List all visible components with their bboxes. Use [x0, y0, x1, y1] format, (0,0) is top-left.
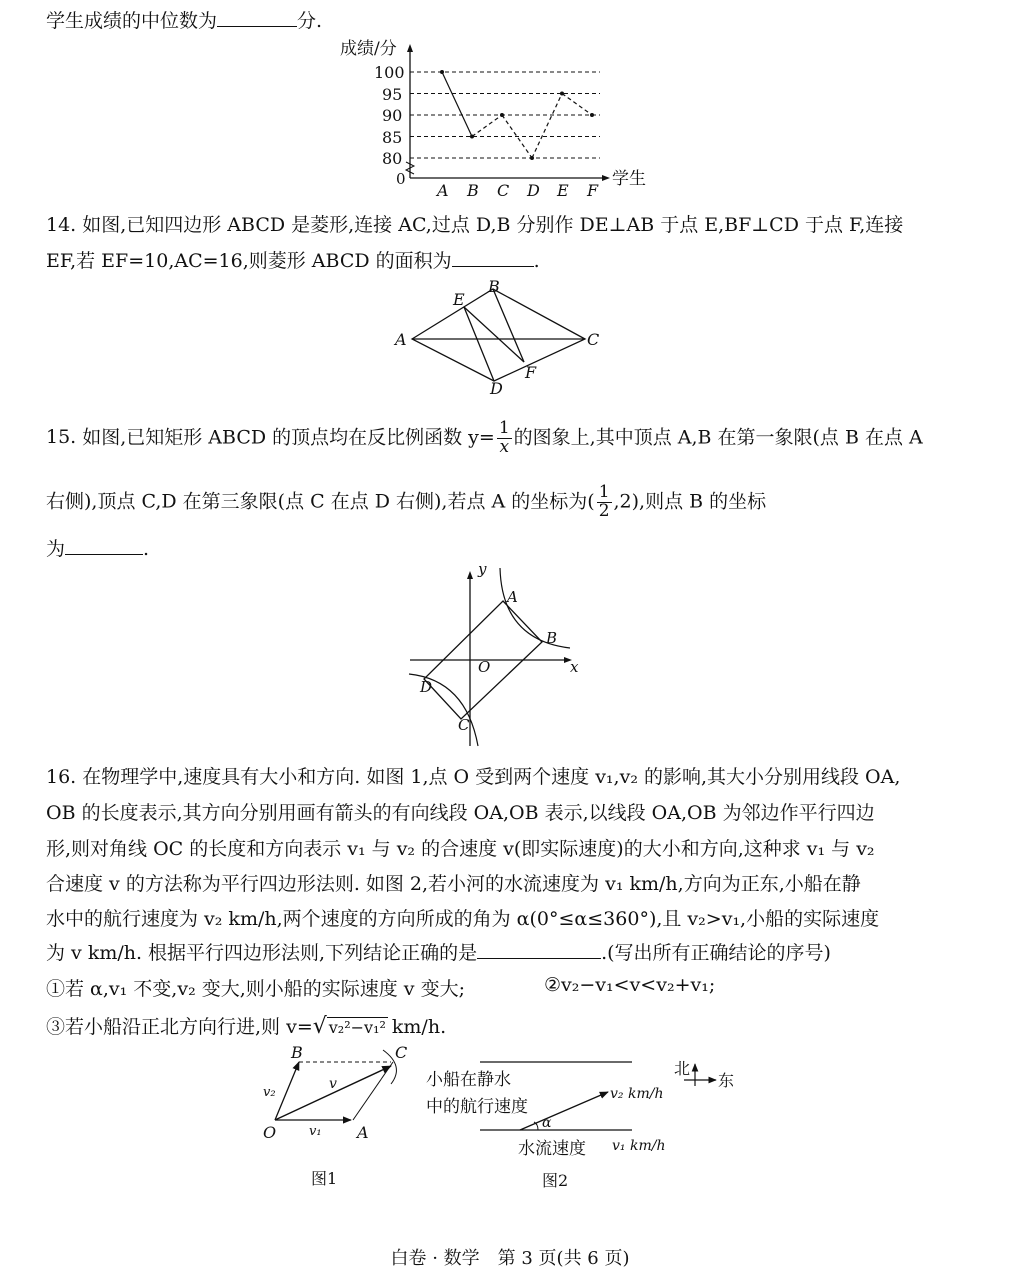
q14-text-1: 如图,已知四边形 ABCD 是菱形,连接 AC,过点 D,B 分别作 DE⊥AB 于点 E,BF⊥CD 于点 F,连接: [82, 214, 904, 236]
fig1-label-v: v: [329, 1076, 337, 1092]
q13-text: 学生成绩的中位数为: [46, 10, 218, 32]
fig1-label-v1: v₁: [309, 1124, 322, 1139]
coord-numerator: 1: [598, 482, 610, 502]
fig2-alpha: α: [542, 1115, 552, 1131]
compass-east: 东: [718, 1071, 735, 1090]
boat-velocity-vector: [520, 1092, 608, 1130]
sqrt-sign: √: [312, 1014, 327, 1039]
page-footer: 白卷 · 数学 第 3 页(共 6 页): [390, 1248, 630, 1269]
q16-option-1: [46, 974, 465, 1001]
q15-number: 15.: [46, 426, 77, 449]
q16-line2: [46, 798, 875, 825]
chart-y-axis-label: 成绩/分: [340, 39, 397, 59]
option-2-text: ②v₂−v₁<v<v₂+v₁;: [544, 974, 716, 996]
label-c: C: [587, 330, 600, 349]
y-axis-arrow: [467, 571, 473, 579]
label-f: F: [525, 363, 537, 382]
q15-text-2a: 右侧),顶点 C,D 在第三象限(点 C 在点 D 右侧),若点 A 的坐标为(: [46, 490, 595, 513]
series-segment-5: [562, 94, 592, 116]
chart-origin: 0: [396, 170, 406, 188]
fig2-v1: v₁ km/h: [612, 1138, 666, 1154]
fig1-label-a: A: [357, 1123, 369, 1142]
q16-text-4: 合速度 v 的方法称为平行四边形法则. 如图 2,若小河的水流速度为 v₁ km/h,方向为正东,小船在静: [46, 873, 861, 895]
figure-2-caption: 图2: [542, 1171, 569, 1190]
fig1-label-o: O: [263, 1123, 277, 1142]
score-line-chart: [340, 38, 660, 200]
q15-end: .: [143, 538, 150, 560]
q15-text-2b: ,2),则点 B 的坐标: [613, 490, 767, 513]
option-1-text: ①若 α,v₁ 不变,v₂ 变大,则小船的实际速度 v 变大;: [46, 978, 465, 1000]
q16-line5: [46, 904, 879, 931]
q14-line2: [46, 246, 540, 273]
series-segment-2: [472, 115, 502, 137]
q16-line6: [46, 938, 831, 965]
vector-ob: [275, 1062, 299, 1120]
x-tick-F: F: [587, 181, 599, 200]
label-a: A: [395, 330, 407, 349]
fig1-label-b: B: [291, 1043, 303, 1062]
q15-coord-fraction: [597, 484, 612, 521]
data-point-F: [590, 113, 594, 117]
label-e: E: [453, 290, 465, 309]
q16-text-6a: 为 v km/h. 根据平行四边形法则,下列结论正确的是: [46, 942, 478, 964]
label-x: x: [570, 658, 579, 676]
q15-answer-blank[interactable]: [65, 534, 143, 555]
rhombus-figure: [390, 278, 610, 396]
q16-option-3: [46, 1012, 446, 1039]
fig2-water-speed: 水流速度: [518, 1139, 586, 1159]
q16-text-1: 在物理学中,速度具有大小和方向. 如图 1,点 O 受到两个速度 v₁,v₂ 的影响,其大小分别用线段 OA,: [82, 766, 901, 788]
vector-oc: [275, 1066, 391, 1120]
q13-tail: [46, 6, 322, 33]
label-d: D: [490, 379, 503, 398]
series-segment-4: [532, 94, 562, 159]
y-tick-90: 90: [382, 106, 403, 125]
frac-numerator: 1: [498, 418, 510, 438]
q16-option-2: [544, 974, 715, 996]
q16-text-2: OB 的长度表示,其方向分别用画有箭头的有向线段 OA,OB 表示,以线段 OA,OB 为邻边作平行四边: [46, 802, 875, 824]
segment-de: [464, 307, 494, 381]
q15-line1: [46, 420, 923, 457]
figure-2-river: [420, 1052, 750, 1197]
label-c: C: [458, 716, 470, 734]
y-tick-95: 95: [382, 85, 403, 104]
sqrt-radicand: v₂²−v₁²: [328, 1018, 386, 1037]
y-tick-85: 85: [382, 128, 403, 147]
series-segment-1: [442, 72, 472, 137]
chart-x-arrow: [602, 175, 610, 181]
option-3-text-b: km/h.: [391, 1016, 447, 1038]
frac-denominator: x: [499, 436, 510, 457]
q14-answer-blank[interactable]: [452, 246, 534, 267]
label-a: A: [507, 588, 518, 606]
hyperbola-rectangle-figure: [404, 562, 594, 748]
fig2-v2: v₂ km/h: [610, 1086, 664, 1102]
fig2-text-2: 中的航行速度: [426, 1097, 528, 1117]
chart-grid: [410, 72, 600, 158]
fig2-text-1: 小船在静水: [426, 1070, 511, 1090]
chart-x-axis-label: 学生: [612, 169, 646, 189]
axis-break: [406, 162, 414, 174]
q14-end: .: [533, 250, 540, 272]
y-tick-100: 100: [374, 63, 405, 82]
fig1-label-c: C: [395, 1043, 408, 1062]
q15-text-3: 为: [46, 538, 66, 560]
segment-ef: [464, 307, 524, 362]
label-b: B: [488, 277, 500, 296]
q16-text-6b: .(写出所有正确结论的序号): [601, 942, 831, 964]
q16-line4: [46, 869, 861, 896]
q16-line1: [46, 762, 900, 789]
q13-suffix: 分.: [297, 10, 323, 32]
q14-number: 14.: [46, 214, 77, 236]
q13-answer-blank[interactable]: [217, 6, 297, 27]
q16-text-5: 水中的航行速度为 v₂ km/h,两个速度的方向所成的角为 α(0°≤α≤360°),且 v₂>v₁,小船的实际速度: [46, 908, 880, 930]
coord-denominator: 2: [598, 500, 610, 521]
figure-1-caption: 图1: [311, 1169, 338, 1188]
x-tick-B: B: [467, 181, 479, 200]
label-o: O: [478, 658, 491, 676]
option-3-text-a: ③若小船沿正北方向行进,则 v=: [46, 1016, 313, 1038]
q15-fraction: [497, 420, 512, 457]
segment-bf: [493, 289, 524, 362]
chart-x-ticks: [435, 181, 599, 200]
q15-line3: [46, 534, 149, 561]
figure-1-parallelogram: [255, 1044, 425, 1194]
q15-text-1b: 的图象上,其中顶点 A,B 在第一象限(点 B 在点 A: [513, 426, 923, 449]
label-y: y: [478, 560, 487, 578]
x-tick-C: C: [497, 181, 510, 200]
q15-text-1a: 如图,已知矩形 ABCD 的顶点均在反比例函数 y=: [82, 426, 495, 449]
q14-text-2: EF,若 EF=10,AC=16,则菱形 ABCD 的面积为: [46, 250, 452, 272]
q16-answer-blank[interactable]: [477, 938, 601, 959]
label-d: D: [420, 678, 433, 696]
x-tick-A: A: [437, 181, 449, 200]
q16-number: 16.: [46, 766, 77, 788]
q14-line1: [46, 210, 903, 237]
q15-line2: [46, 484, 766, 521]
x-tick-E: E: [557, 181, 569, 200]
chart-y-arrow: [407, 44, 413, 52]
q16-text-3: 形,则对角线 OC 的长度和方向表示 v₁ 与 v₂ 的合速度 v(即实际速度)的大小和方向,这种求 v₁ 与 v₂: [46, 838, 875, 860]
label-b: B: [546, 629, 558, 647]
q16-line3: [46, 834, 875, 861]
segment-ac: [353, 1062, 393, 1120]
compass-north: 北: [674, 1059, 691, 1078]
y-tick-80: 80: [382, 149, 403, 168]
fig1-label-v2: v₂: [263, 1085, 276, 1100]
x-tick-D: D: [527, 181, 540, 200]
